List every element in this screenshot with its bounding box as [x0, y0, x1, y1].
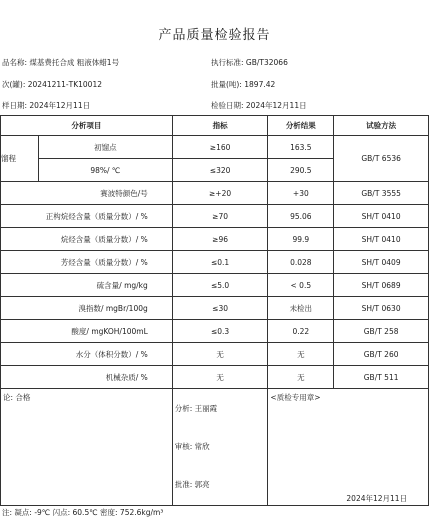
- item-cell: 酸度/ mgKOH/100mL: [1, 320, 173, 343]
- table-row: [1, 182, 429, 205]
- spec-cell: ≥+20: [172, 182, 268, 205]
- table-row: [1, 320, 429, 343]
- result-cell: 163.5: [268, 136, 334, 159]
- reviewer-label: 审核: 常欣: [174, 442, 210, 451]
- item-cell: 机械杂质/ %: [1, 366, 173, 389]
- test-date: 检验日期: 2024年12月11日: [211, 101, 307, 110]
- execution-standard: 执行标准: GB/T32066: [211, 58, 288, 67]
- item-cell: 溴指数/ mgBr/100g: [1, 297, 173, 320]
- batch-quantity: 批量(吨): 1897.42: [211, 80, 276, 89]
- stamp-cell: [268, 389, 429, 506]
- signature-row: [1, 389, 429, 506]
- item-cell: 烷烃含量（质量分数）/ %: [1, 228, 173, 251]
- item-cell: 水分（体积分数）/ %: [1, 343, 173, 366]
- table-row: [1, 297, 429, 320]
- footnote: 注: 凝点: -9℃ 闪点: 60.5℃ 密度: 752.6kg/m³: [2, 508, 164, 517]
- inspection-table: [0, 115, 429, 506]
- result-cell: 99.9: [268, 228, 334, 251]
- result-cell: +30: [268, 182, 334, 205]
- method-cell: SH/T 0410: [334, 205, 429, 228]
- spec-cell: ≤320: [172, 159, 268, 182]
- header-result: 分析结果: [268, 116, 334, 136]
- spec-cell: ≤5.0: [172, 274, 268, 297]
- result-cell: 0.22: [268, 320, 334, 343]
- item-cell: 赛波特颜色/号: [1, 182, 173, 205]
- spec-cell: ≤0.3: [172, 320, 268, 343]
- result-cell: 0.028: [268, 251, 334, 274]
- table-row: [1, 274, 429, 297]
- method-cell: GB/T 260: [334, 343, 429, 366]
- report-title: 产品质量检验报告: [158, 28, 271, 43]
- table-row: [1, 136, 429, 159]
- item-cell: 初馏点: [38, 136, 172, 159]
- result-cell: 无: [268, 343, 334, 366]
- result-cell: 95.06: [268, 205, 334, 228]
- table-header-row: [1, 116, 429, 136]
- conclusion-text: 论: 合格: [3, 393, 31, 402]
- product-name: 品名称: 煤基费托合成 粗液体蜡1号: [2, 58, 120, 67]
- table-row: [1, 366, 429, 389]
- sampling-date: 样日期: 2024年12月11日: [2, 101, 91, 110]
- result-cell: < 0.5: [268, 274, 334, 297]
- analyst-label: 分析: 王丽霞: [174, 404, 218, 413]
- item-cell: 硫含量/ mg/kg: [1, 274, 173, 297]
- distillation-group-label: 馏程: [1, 136, 39, 182]
- conclusion-cell: [1, 389, 173, 506]
- result-cell: 290.5: [268, 159, 334, 182]
- header-spec: 指标: [172, 116, 268, 136]
- spec-cell: ≤0.1: [172, 251, 268, 274]
- table-row: [1, 205, 429, 228]
- spec-cell: 无: [172, 343, 268, 366]
- method-cell: SH/T 0630: [334, 297, 429, 320]
- table-row: [1, 343, 429, 366]
- result-cell: 未检出: [268, 297, 334, 320]
- table-row: [1, 228, 429, 251]
- item-cell: 正构烷烃含量（质量分数）/ %: [1, 205, 173, 228]
- method-cell: GB/T 3555: [334, 182, 429, 205]
- header-item: 分析项目: [1, 116, 173, 136]
- stamp-label: <质检专用章>: [270, 393, 321, 402]
- report-date: 2024年12月11日: [346, 494, 408, 503]
- method-cell: SH/T 0689: [334, 274, 429, 297]
- method-cell: SH/T 0409: [334, 251, 429, 274]
- spec-cell: ≥160: [172, 136, 268, 159]
- spec-cell: 无: [172, 366, 268, 389]
- batch-number: 次(罐): 20241211-TK10012: [2, 80, 103, 89]
- method-cell: GB/T 511: [334, 366, 429, 389]
- method-cell: GB/T 258: [334, 320, 429, 343]
- method-cell: SH/T 0410: [334, 228, 429, 251]
- method-cell: GB/T 6536: [334, 136, 429, 182]
- spec-cell: ≥70: [172, 205, 268, 228]
- item-cell: 芳烃含量（质量分数）/ %: [1, 251, 173, 274]
- table-row: [1, 251, 429, 274]
- header-method: 试验方法: [334, 116, 429, 136]
- spec-cell: ≥96: [172, 228, 268, 251]
- result-cell: 无: [268, 366, 334, 389]
- signatures-cell: [172, 389, 268, 506]
- spec-cell: ≤30: [172, 297, 268, 320]
- item-cell: 98%/ ℃: [38, 159, 172, 182]
- approver-label: 批准: 郭亮: [174, 480, 210, 489]
